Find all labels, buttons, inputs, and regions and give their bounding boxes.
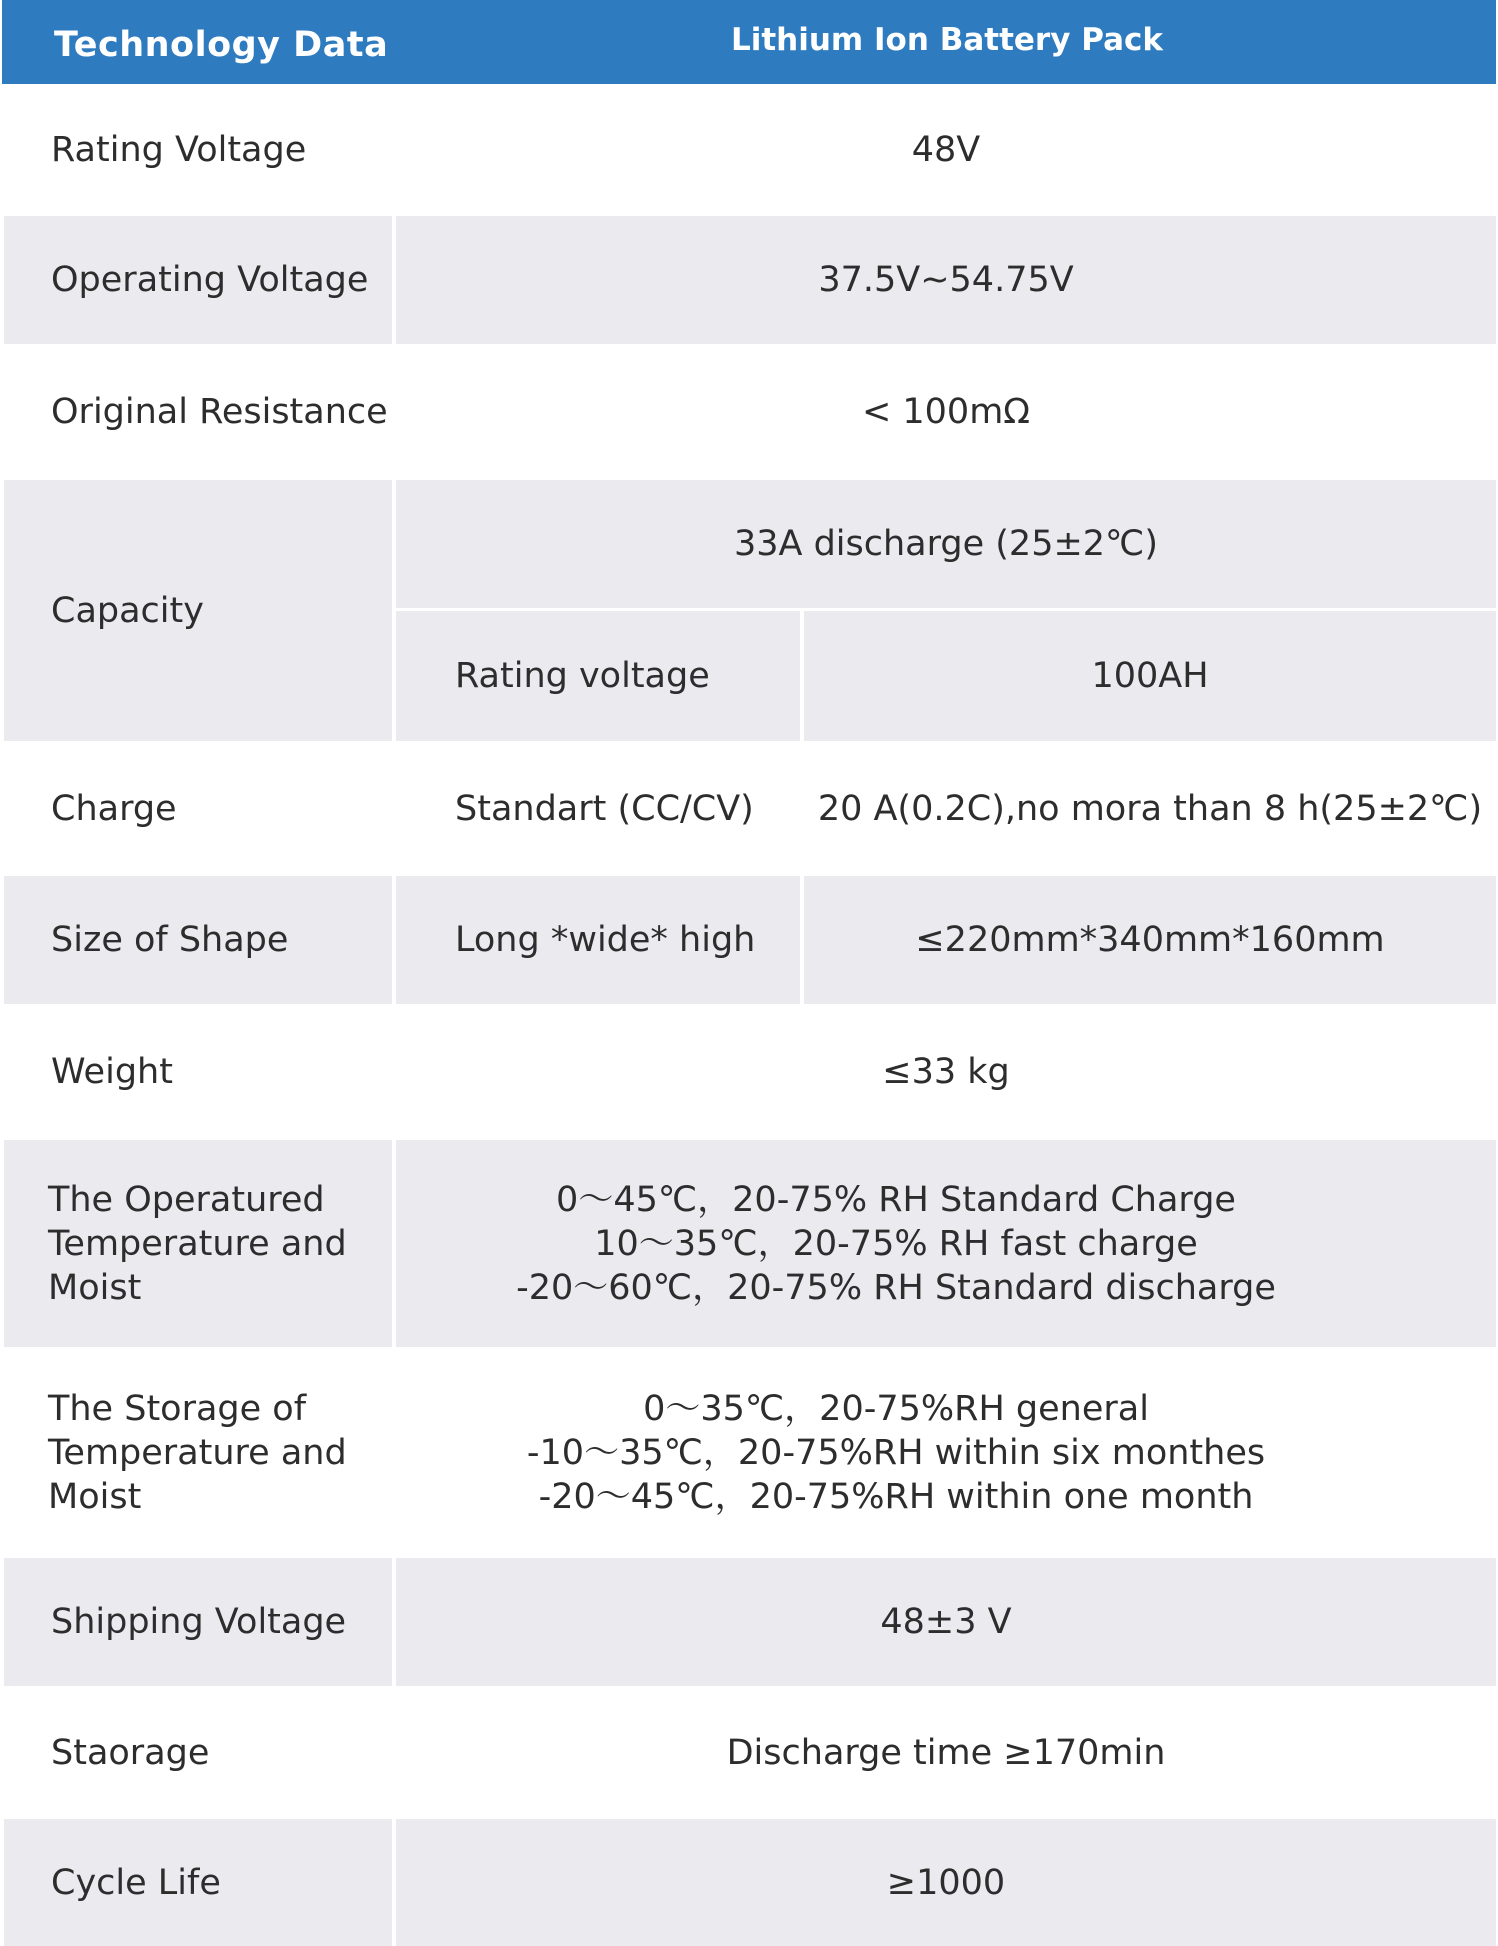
table-row-charge bbox=[4, 742, 1496, 875]
table-row-operating-temperature bbox=[4, 1140, 1496, 1347]
row-value: 48V bbox=[911, 129, 981, 170]
row-label: Staorage bbox=[51, 1732, 210, 1773]
charge-sub-value: 20 A(0.2C),no mora than 8 h(25±2℃) bbox=[817, 788, 1483, 829]
row-label: Rating Voltage bbox=[51, 129, 307, 170]
table-row-shipping-voltage bbox=[4, 1558, 1496, 1686]
table-row-size-of-shape bbox=[4, 876, 1496, 1004]
header-product-name: Lithium Ion Battery Pack bbox=[730, 22, 1164, 58]
size-sub-label: Long *wide* high bbox=[396, 876, 800, 1004]
capacity-sub-label: Rating voltage bbox=[396, 611, 800, 741]
header-technology-data: Technology Data bbox=[54, 25, 389, 65]
label-line: Temperature and bbox=[48, 1432, 347, 1473]
label-line: Moist bbox=[48, 1476, 142, 1517]
label-line: Temperature and bbox=[48, 1223, 347, 1264]
row-value: 37.5V~54.75V bbox=[396, 216, 1496, 344]
table-header bbox=[2, 0, 1496, 84]
value-line: 0～35℃，20-75%RH general bbox=[643, 1388, 1149, 1429]
table-row-rating-voltage bbox=[4, 84, 1496, 215]
capacity-condition: 33A discharge (25±2℃) bbox=[396, 480, 1496, 608]
table-row-capacity bbox=[4, 480, 1496, 741]
table-row-weight bbox=[4, 1005, 1496, 1139]
row-label: Operating Voltage bbox=[4, 216, 392, 344]
row-label: Charge bbox=[51, 788, 177, 829]
row-label: Size of Shape bbox=[4, 876, 392, 1004]
label-line: The Storage of bbox=[48, 1388, 307, 1429]
table-row-staorage bbox=[4, 1687, 1496, 1818]
row-value: ≥1000 bbox=[396, 1819, 1496, 1946]
table-row-cycle-life bbox=[4, 1819, 1496, 1946]
row-label: Capacity bbox=[4, 480, 392, 741]
value-line: -20～45℃，20-75%RH within one month bbox=[538, 1476, 1254, 1517]
row-label bbox=[4, 1140, 392, 1347]
table-row-operating-voltage bbox=[4, 216, 1496, 344]
table-row-original-resistance bbox=[4, 345, 1496, 478]
charge-sub-label: Standart (CC/CV) bbox=[455, 788, 754, 829]
row-label: Weight bbox=[51, 1052, 173, 1092]
row-label: Shipping Voltage bbox=[4, 1558, 392, 1686]
table-row-storage-temperature bbox=[4, 1348, 1496, 1557]
value-line: -20～60℃，20-75% RH Standard discharge bbox=[516, 1267, 1276, 1308]
row-label: Cycle Life bbox=[4, 1819, 392, 1946]
row-value: < 100mΩ bbox=[861, 391, 1031, 432]
row-value bbox=[396, 1140, 1496, 1347]
row-label: Original Resistance bbox=[51, 391, 388, 432]
label-line: Moist bbox=[48, 1267, 142, 1308]
value-line: -10～35℃，20-75%RH within six monthes bbox=[526, 1432, 1266, 1473]
row-value: 48±3 V bbox=[396, 1558, 1496, 1686]
row-value bbox=[396, 1348, 1496, 1557]
value-line: 0～45℃，20-75% RH Standard Charge bbox=[556, 1179, 1236, 1220]
capacity-sub-value: 100AH bbox=[804, 611, 1496, 741]
label-line: The Operatured bbox=[48, 1179, 325, 1220]
row-value: ≤33 kg bbox=[882, 1052, 1010, 1092]
row-value: Discharge time ≥170min bbox=[726, 1732, 1166, 1773]
value-line: 10～35℃，20-75% RH fast charge bbox=[594, 1223, 1198, 1264]
row-label bbox=[4, 1348, 392, 1557]
size-sub-value: ≤220mm*340mm*160mm bbox=[804, 876, 1496, 1004]
